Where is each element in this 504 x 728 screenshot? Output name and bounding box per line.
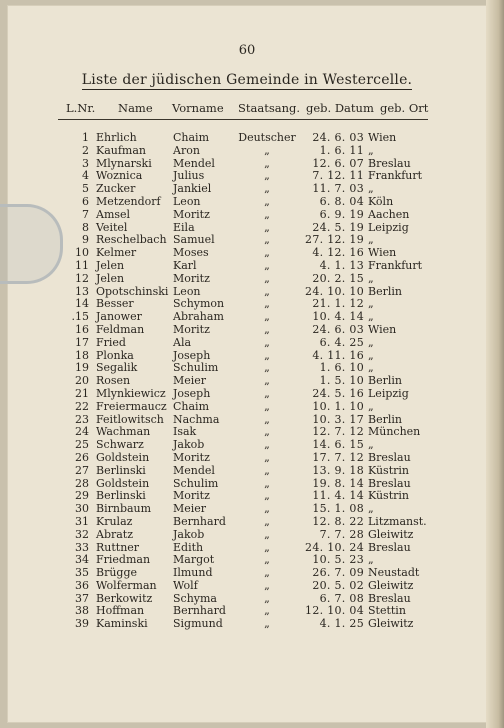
cell-nr: 6 — [82, 194, 89, 208]
cell-vorname: Mendel — [173, 156, 215, 170]
cell-vorname: Schulim — [173, 361, 219, 375]
cell-staat: „ — [264, 553, 270, 567]
cell-name: Mlynarski — [96, 156, 152, 170]
cell-ort: Berlin — [368, 374, 402, 388]
cell-vorname: Mendel — [173, 463, 215, 477]
cell-nr: 21 — [75, 386, 89, 400]
cell-nr: 31 — [75, 514, 89, 528]
cell-ort: Gleiwitz — [368, 617, 414, 631]
cell-vorname: Jakob — [173, 438, 205, 452]
cell-ort: „ — [368, 143, 374, 157]
cell-staat: „ — [264, 566, 270, 580]
table-row — [8, 337, 486, 350]
table-row — [8, 618, 486, 631]
header-vorname: Vorname — [172, 101, 224, 115]
cell-datum: 24. 6. 03 — [312, 322, 364, 336]
cell-name: Feitlowitsch — [96, 412, 164, 426]
cell-ort: Breslau — [368, 591, 411, 605]
cell-ort: Frankfurt — [368, 169, 423, 183]
cell-datum: 4. 1. 13 — [319, 258, 364, 272]
cell-datum: 20. 2. 15 — [312, 271, 364, 285]
cell-staat: „ — [264, 412, 270, 426]
cell-name: Amsel — [96, 207, 131, 221]
cell-vorname: Aron — [173, 143, 200, 157]
cell-vorname: Samuel — [173, 233, 215, 247]
cell-nr: 18 — [75, 348, 89, 362]
table-header — [8, 101, 486, 119]
cell-staat: „ — [264, 322, 270, 336]
cell-ort: „ — [368, 553, 374, 567]
cell-vorname: Bernhard — [173, 604, 226, 618]
cell-nr: 1 — [82, 131, 89, 144]
table-row — [8, 580, 486, 593]
cell-nr: 39 — [75, 617, 89, 631]
cell-name: Friedman — [96, 553, 151, 567]
table-row — [8, 170, 486, 183]
cell-ort: Breslau — [368, 450, 411, 464]
table-body — [8, 132, 486, 631]
cell-staat: „ — [264, 310, 270, 324]
cell-datum: 12. 7. 12 — [312, 425, 364, 439]
cell-vorname: Jankiel — [173, 182, 212, 196]
cell-datum: 24. 10. 10 — [305, 284, 364, 298]
cell-ort: „ — [368, 233, 374, 247]
header-staatsang: Staatsang. — [238, 101, 301, 115]
cell-staat: „ — [264, 207, 270, 221]
cell-staat: „ — [264, 284, 270, 298]
cell-staat: „ — [264, 348, 270, 362]
cell-datum: 6. 8. 04 — [319, 194, 364, 208]
cell-datum: 10. 5. 23 — [312, 553, 364, 567]
table-row — [8, 388, 486, 401]
cell-ort: Berlin — [368, 412, 402, 426]
cell-nr: 23 — [75, 412, 89, 426]
table-row — [8, 452, 486, 465]
cell-vorname: Edith — [173, 540, 204, 554]
cell-vorname: Joseph — [173, 348, 211, 362]
cell-staat: „ — [264, 476, 270, 490]
cell-ort: „ — [368, 335, 374, 349]
cell-nr: 24 — [75, 425, 89, 439]
cell-ort: „ — [368, 399, 374, 413]
cell-name: Goldstein — [96, 476, 150, 490]
cell-vorname: Leon — [173, 284, 201, 298]
cell-nr: 37 — [75, 591, 89, 605]
cell-ort: Köln — [368, 194, 394, 208]
cell-name: Schwarz — [96, 438, 144, 452]
table-row — [8, 132, 486, 145]
cell-nr: 30 — [75, 502, 89, 516]
cell-ort: „ — [368, 361, 374, 375]
cell-nr: 17 — [75, 335, 89, 349]
cell-nr: 33 — [75, 540, 89, 554]
cell-vorname: Moses — [173, 246, 209, 260]
cell-ort: „ — [368, 271, 374, 285]
table-row — [8, 529, 486, 542]
cell-nr: 8 — [82, 220, 89, 234]
cell-nr: 28 — [75, 476, 89, 490]
table-row — [8, 196, 486, 209]
cell-vorname: Abraham — [173, 310, 224, 324]
table-row — [8, 465, 486, 478]
cell-nr: 27 — [75, 463, 89, 477]
cell-nr: 20 — [75, 374, 89, 388]
cell-name: Metzendorf — [96, 194, 161, 208]
cell-vorname: Meier — [173, 502, 207, 516]
cell-vorname: Margot — [173, 553, 215, 567]
cell-name: Berlinski — [96, 463, 146, 477]
cell-datum: 4. 1. 25 — [319, 617, 364, 631]
cell-datum: 12. 6. 07 — [312, 156, 364, 170]
cell-datum: 4. 12. 16 — [312, 246, 364, 260]
cell-staat: „ — [264, 271, 270, 285]
cell-staat: „ — [264, 489, 270, 503]
cell-datum: 24. 5. 19 — [312, 220, 364, 234]
cell-name: Jelen — [96, 271, 125, 285]
cell-ort: Wien — [368, 322, 397, 336]
cell-datum: 7. 12. 11 — [312, 169, 364, 183]
cell-staat: „ — [264, 438, 270, 452]
cell-ort: „ — [368, 310, 374, 324]
cell-name: Abratz — [96, 527, 134, 541]
cell-ort: Leipzig — [368, 220, 409, 234]
table-row — [8, 209, 486, 222]
cell-datum: 15. 1. 08 — [312, 502, 364, 516]
cell-datum: 26. 7. 09 — [312, 566, 364, 580]
cell-nr: 25 — [75, 438, 89, 452]
cell-datum: 12. 8. 22 — [312, 514, 364, 528]
table-row — [8, 439, 486, 452]
cell-ort: „ — [368, 502, 374, 516]
cell-nr: 35 — [75, 566, 89, 580]
cell-datum: 27. 12. 19 — [305, 233, 364, 247]
table-row — [8, 273, 486, 286]
cell-staat: „ — [264, 578, 270, 592]
cell-nr: 26 — [75, 450, 89, 464]
cell-staat: „ — [264, 361, 270, 375]
header-nr: L.Nr. — [66, 101, 96, 115]
cell-name: Wachman — [96, 425, 151, 439]
cell-vorname: Chaim — [173, 131, 210, 144]
cell-staat: „ — [264, 386, 270, 400]
cell-nr: 16 — [75, 322, 89, 336]
cell-ort: „ — [368, 348, 374, 362]
header-rule — [58, 119, 428, 120]
cell-vorname: Chaim — [173, 399, 210, 413]
cell-vorname: Moritz — [173, 207, 210, 221]
table-row — [8, 145, 486, 158]
cell-name: Zucker — [96, 182, 136, 196]
cell-datum: 24. 5. 16 — [312, 386, 364, 400]
cell-name: Goldstein — [96, 450, 150, 464]
cell-nr: 2 — [82, 143, 89, 157]
cell-staat: Deutscher — [238, 131, 296, 144]
cell-name: Ehrlich — [96, 131, 137, 144]
cell-nr: .15 — [71, 310, 89, 324]
cell-vorname: Schulim — [173, 476, 219, 490]
cell-staat: „ — [264, 169, 270, 183]
cell-ort: Litzmanst. — [368, 514, 427, 528]
cell-vorname: Moritz — [173, 322, 210, 336]
cell-ort: „ — [368, 438, 374, 452]
cell-datum: 10. 3. 17 — [312, 412, 364, 426]
cell-datum: 7. 7. 28 — [319, 527, 364, 541]
cell-ort: Breslau — [368, 156, 411, 170]
cell-datum: 24. 6. 03 — [312, 131, 364, 144]
cell-name: Opotschinski — [96, 284, 169, 298]
cell-nr: 10 — [75, 246, 89, 260]
cell-nr: 5 — [82, 182, 89, 196]
cell-nr: 4 — [82, 169, 89, 183]
cell-datum: 19. 8. 14 — [312, 476, 364, 490]
cell-ort: Aachen — [368, 207, 410, 221]
cell-nr: 9 — [82, 233, 89, 247]
cell-vorname: Ilmund — [173, 566, 213, 580]
cell-name: Mlynkiewicz — [96, 386, 166, 400]
cell-vorname: Meier — [173, 374, 207, 388]
cell-ort: Breslau — [368, 540, 411, 554]
cell-staat: „ — [264, 450, 270, 464]
cell-datum: 13. 9. 18 — [312, 463, 364, 477]
cell-vorname: Karl — [173, 258, 197, 272]
header-ort: geb. Ort — [380, 101, 429, 115]
cell-nr: 32 — [75, 527, 89, 541]
table-row — [8, 516, 486, 529]
cell-name: Segalik — [96, 361, 138, 375]
cell-staat: „ — [264, 156, 270, 170]
cell-nr: 38 — [75, 604, 89, 618]
cell-vorname: Eila — [173, 220, 195, 234]
cell-datum: 21. 1. 12 — [312, 297, 364, 311]
cell-staat: „ — [264, 617, 270, 631]
document-page — [8, 6, 486, 722]
cell-name: Feldman — [96, 322, 145, 336]
cell-ort: Küstrin — [368, 489, 409, 503]
page-title — [8, 72, 486, 88]
cell-ort: „ — [368, 182, 374, 196]
cell-datum: 6. 4. 25 — [319, 335, 364, 349]
cell-name: Veitel — [96, 220, 128, 234]
cell-datum: 11. 7. 03 — [312, 182, 364, 196]
cell-name: Hoffman — [96, 604, 145, 618]
cell-datum: 20. 5. 02 — [312, 578, 364, 592]
cell-vorname: Sigmund — [173, 617, 223, 631]
cell-vorname: Julius — [173, 169, 205, 183]
header-name: Name — [118, 101, 153, 115]
cell-vorname: Schyma — [173, 591, 217, 605]
cell-ort: Küstrin — [368, 463, 409, 477]
cell-datum: 10. 4. 14 — [312, 310, 364, 324]
cell-name: Fried — [96, 335, 126, 349]
cell-vorname: Nachma — [173, 412, 220, 426]
cell-nr: 22 — [75, 399, 89, 413]
cell-ort: Gleiwitz — [368, 527, 414, 541]
cell-datum: 11. 4. 14 — [312, 489, 364, 503]
cell-staat: „ — [264, 514, 270, 528]
cell-staat: „ — [264, 540, 270, 554]
cell-vorname: Moritz — [173, 271, 210, 285]
cell-ort: Wien — [368, 246, 397, 260]
cell-vorname: Schymon — [173, 297, 225, 311]
cell-ort: Stettin — [368, 604, 406, 618]
cell-datum: 10. 1. 10 — [312, 399, 364, 413]
cell-ort: Berlin — [368, 284, 402, 298]
cell-vorname: Isak — [173, 425, 197, 439]
table-row — [8, 222, 486, 235]
table-row — [8, 183, 486, 196]
cell-nr: 3 — [82, 156, 89, 170]
cell-ort: Neustadt — [368, 566, 420, 580]
cell-nr: 12 — [75, 271, 89, 285]
page-number: 60 — [238, 43, 256, 58]
cell-name: Reschelbach — [96, 233, 167, 247]
cell-nr: 13 — [75, 284, 89, 298]
cell-name: Woznica — [96, 169, 143, 183]
cell-staat: „ — [264, 182, 270, 196]
cell-name: Kaminski — [96, 617, 148, 631]
cell-datum: 1. 6. 11 — [319, 143, 364, 157]
table-row — [8, 260, 486, 273]
cell-name: Berlinski — [96, 489, 146, 503]
cell-staat: „ — [264, 258, 270, 272]
cell-name: Birnbaum — [96, 502, 152, 516]
cell-staat: „ — [264, 246, 270, 260]
cell-vorname: Wolf — [173, 578, 198, 592]
cell-vorname: Jakob — [173, 527, 205, 541]
cell-datum: 12. 10. 04 — [305, 604, 364, 618]
cell-staat: „ — [264, 425, 270, 439]
cell-datum: 6. 7. 08 — [319, 591, 364, 605]
cell-staat: „ — [264, 220, 270, 234]
cell-nr: 7 — [82, 207, 89, 221]
cell-nr: 34 — [75, 553, 89, 567]
cell-name: Berkowitz — [96, 591, 153, 605]
cell-staat: „ — [264, 502, 270, 516]
cell-datum: 24. 10. 24 — [305, 540, 364, 554]
cell-name: Rosen — [96, 374, 131, 388]
cell-name: Ruttner — [96, 540, 140, 554]
table-row — [8, 567, 486, 580]
cell-name: Krulaz — [96, 514, 133, 528]
cell-vorname: Joseph — [173, 386, 211, 400]
cell-vorname: Leon — [173, 194, 201, 208]
cell-nr: 29 — [75, 489, 89, 503]
cell-nr: 36 — [75, 578, 89, 592]
cell-staat: „ — [264, 374, 270, 388]
cell-staat: „ — [264, 527, 270, 541]
cell-ort: Breslau — [368, 476, 411, 490]
cell-datum: 1. 6. 10 — [319, 361, 364, 375]
cell-datum: 17. 7. 12 — [312, 450, 364, 464]
cell-staat: „ — [264, 335, 270, 349]
cell-ort: Leipzig — [368, 386, 409, 400]
cell-nr: 14 — [75, 297, 89, 311]
cell-staat: „ — [264, 194, 270, 208]
cell-vorname: Ala — [173, 335, 192, 349]
cell-name: Kelmer — [96, 246, 137, 260]
header-datum: geb. Datum — [306, 101, 374, 115]
cell-staat: „ — [264, 233, 270, 247]
cell-name: Plonka — [96, 348, 134, 362]
book-spine — [486, 0, 504, 728]
cell-staat: „ — [264, 604, 270, 618]
cell-datum: 14. 6. 15 — [312, 438, 364, 452]
cell-name: Wolferman — [96, 578, 157, 592]
cell-datum: 6. 9. 19 — [319, 207, 364, 221]
cell-ort: München — [368, 425, 421, 439]
cell-ort: „ — [368, 297, 374, 311]
cell-staat: „ — [264, 143, 270, 157]
cell-ort: Wien — [368, 131, 397, 144]
page-title-text: Liste der jüdischen Gemeinde in Westercelle. — [81, 72, 413, 88]
cell-name: Janower — [96, 310, 142, 324]
cell-vorname: Moritz — [173, 489, 210, 503]
cell-staat: „ — [264, 463, 270, 477]
cell-name: Kaufman — [96, 143, 147, 157]
cell-name: Besser — [96, 297, 134, 311]
cell-datum: 1. 5. 10 — [319, 374, 364, 388]
cell-ort: Frankfurt — [368, 258, 423, 272]
cell-staat: „ — [264, 297, 270, 311]
cell-vorname: Bernhard — [173, 514, 226, 528]
cell-vorname: Moritz — [173, 450, 210, 464]
cell-staat: „ — [264, 591, 270, 605]
cell-datum: 4. 11. 16 — [312, 348, 364, 362]
cell-name: Freiermaucz — [96, 399, 167, 413]
table-row — [8, 401, 486, 414]
table-row — [8, 503, 486, 516]
cell-name: Jelen — [96, 258, 125, 272]
cell-nr: 19 — [75, 361, 89, 375]
cell-nr: 11 — [75, 258, 89, 272]
cell-name: Brügge — [96, 566, 138, 580]
table-row — [8, 324, 486, 337]
cell-ort: Gleiwitz — [368, 578, 414, 592]
cell-staat: „ — [264, 399, 270, 413]
